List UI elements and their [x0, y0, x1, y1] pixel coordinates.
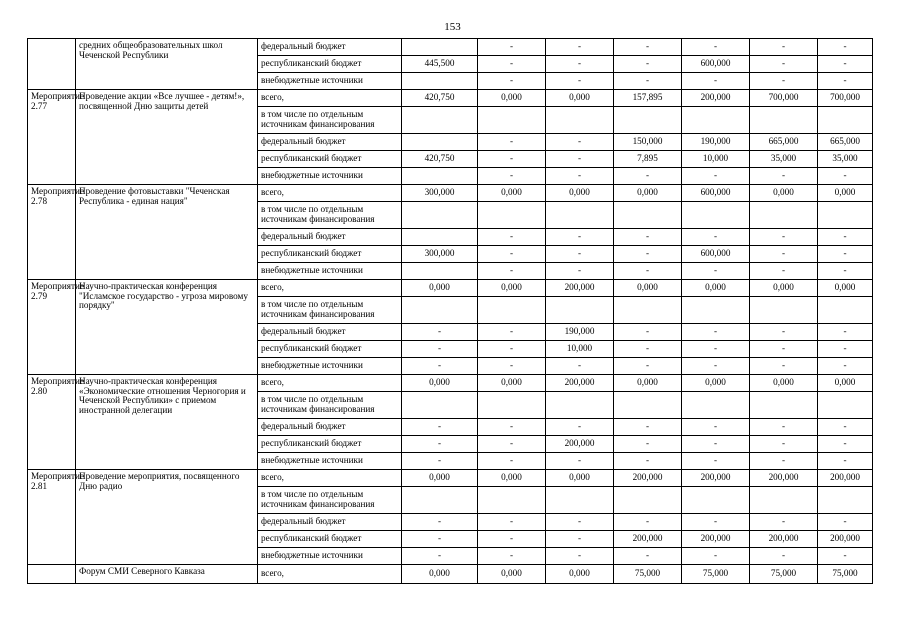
budget-value: 0,000 [546, 470, 614, 487]
budget-value: - [478, 246, 546, 263]
budget-value: - [478, 73, 546, 90]
budget-value: 665,000 [818, 134, 873, 151]
budget-value [682, 487, 750, 514]
budget-value: - [546, 73, 614, 90]
funding-source: в том числе по отдельным источникам финансирования [258, 487, 402, 514]
budget-value: - [546, 229, 614, 246]
budget-value: 200,000 [614, 470, 682, 487]
budget-value: 35,000 [818, 151, 873, 168]
budget-value: - [478, 263, 546, 280]
budget-value: 0,000 [546, 565, 614, 584]
funding-source: федеральный бюджет [258, 514, 402, 531]
budget-value: 200,000 [818, 531, 873, 548]
activity-code [28, 565, 76, 584]
funding-source: всего, [258, 280, 402, 297]
budget-value [818, 392, 873, 419]
budget-value: - [546, 134, 614, 151]
budget-value: 75,000 [682, 565, 750, 584]
budget-value: 0,000 [478, 185, 546, 202]
budget-value: - [614, 324, 682, 341]
budget-value [546, 392, 614, 419]
budget-value: - [614, 419, 682, 436]
budget-value: - [682, 324, 750, 341]
budget-value: - [818, 419, 873, 436]
budget-value: - [478, 453, 546, 470]
budget-value: - [402, 341, 478, 358]
budget-value: - [614, 56, 682, 73]
budget-value: - [682, 39, 750, 56]
activity-code: Мероприятие 2.79 [28, 280, 76, 375]
budget-value: - [682, 419, 750, 436]
activity-title: Форум СМИ Северного Кавказа [76, 565, 258, 584]
budget-value: - [614, 246, 682, 263]
budget-value: - [478, 229, 546, 246]
budget-value: - [402, 358, 478, 375]
budget-value: - [546, 531, 614, 548]
budget-value: 157,895 [614, 90, 682, 107]
budget-value [614, 297, 682, 324]
budget-value [402, 168, 478, 185]
budget-value: - [478, 514, 546, 531]
funding-source: всего, [258, 565, 402, 584]
activity-title: средних общеобразовательных школ Чеченской Республики [76, 39, 258, 90]
activity-code: Мероприятие 2.77 [28, 90, 76, 185]
budget-value: - [750, 229, 818, 246]
table-row [28, 280, 873, 297]
budget-value: - [478, 358, 546, 375]
funding-source: внебюджетные источники [258, 358, 402, 375]
budget-value: 0,000 [546, 90, 614, 107]
budget-value [478, 297, 546, 324]
budget-value: - [818, 453, 873, 470]
budget-value: 0,000 [402, 470, 478, 487]
budget-value: - [478, 531, 546, 548]
table-row [28, 375, 873, 392]
budget-value: - [546, 453, 614, 470]
budget-value [614, 487, 682, 514]
budget-value [546, 202, 614, 229]
budget-value [402, 297, 478, 324]
budget-value: 200,000 [546, 375, 614, 392]
budget-value [546, 297, 614, 324]
budget-value: 200,000 [682, 470, 750, 487]
budget-value: - [546, 168, 614, 185]
budget-value: 0,000 [546, 185, 614, 202]
activity-title: Проведение акции «Все лучшее - детям!», посвященной Дню защиты детей [76, 90, 258, 185]
table-row [28, 565, 873, 584]
budget-value: - [682, 341, 750, 358]
funding-source: в том числе по отдельным источникам финансирования [258, 297, 402, 324]
funding-source: республиканский бюджет [258, 246, 402, 263]
budget-value: - [750, 453, 818, 470]
funding-source: внебюджетные источники [258, 453, 402, 470]
budget-value: 0,000 [682, 375, 750, 392]
funding-source: внебюджетные источники [258, 263, 402, 280]
budget-value: 0,000 [818, 185, 873, 202]
budget-value: 0,000 [478, 470, 546, 487]
activity-title: Проведение мероприятия, посвященного Дню радио [76, 470, 258, 565]
budget-value: 0,000 [682, 280, 750, 297]
funding-source: федеральный бюджет [258, 419, 402, 436]
budget-value: 300,000 [402, 185, 478, 202]
budget-value: - [478, 134, 546, 151]
budget-value [614, 392, 682, 419]
budget-value: 75,000 [818, 565, 873, 584]
budget-value: - [750, 358, 818, 375]
budget-value: 700,000 [750, 90, 818, 107]
budget-value: - [614, 263, 682, 280]
funding-source: республиканский бюджет [258, 341, 402, 358]
budget-value: 0,000 [478, 375, 546, 392]
table-row [28, 185, 873, 202]
budget-value: 190,000 [546, 324, 614, 341]
budget-value: - [402, 514, 478, 531]
budget-value: 0,000 [614, 375, 682, 392]
budget-value: - [478, 419, 546, 436]
budget-value: - [614, 341, 682, 358]
budget-value: 0,000 [818, 280, 873, 297]
budget-value: - [750, 263, 818, 280]
budget-value: 0,000 [478, 90, 546, 107]
budget-value: 0,000 [402, 565, 478, 584]
funding-source: внебюджетные источники [258, 168, 402, 185]
budget-value: - [682, 453, 750, 470]
budget-value [402, 134, 478, 151]
budget-value: - [614, 514, 682, 531]
budget-value: 35,000 [750, 151, 818, 168]
activity-code: Мероприятие 2.81 [28, 470, 76, 565]
budget-value: 10,000 [682, 151, 750, 168]
activity-title: Научно-практическая конференция "Исламское государство - угроза мировому порядку" [76, 280, 258, 375]
budget-value: - [682, 514, 750, 531]
budget-value [818, 297, 873, 324]
budget-value [818, 487, 873, 514]
table-row [28, 90, 873, 107]
budget-value: 420,750 [402, 90, 478, 107]
activity-code [28, 39, 76, 90]
budget-value [402, 73, 478, 90]
funding-source: всего, [258, 375, 402, 392]
budget-value [682, 297, 750, 324]
budget-value [614, 107, 682, 134]
funding-source: федеральный бюджет [258, 229, 402, 246]
budget-value: - [546, 419, 614, 436]
budget-value: - [402, 419, 478, 436]
budget-value: 200,000 [546, 280, 614, 297]
budget-value [750, 487, 818, 514]
budget-value: 600,000 [682, 185, 750, 202]
budget-value: - [614, 436, 682, 453]
budget-value: 600,000 [682, 246, 750, 263]
budget-value: - [818, 229, 873, 246]
budget-value [546, 107, 614, 134]
budget-value: - [682, 358, 750, 375]
funding-source: в том числе по отдельным источникам финансирования [258, 107, 402, 134]
budget-value: - [818, 246, 873, 263]
budget-value: - [818, 56, 873, 73]
budget-value: - [818, 324, 873, 341]
budget-value: 0,000 [750, 280, 818, 297]
budget-value: 0,000 [478, 565, 546, 584]
budget-value [478, 392, 546, 419]
budget-value [614, 202, 682, 229]
budget-value: - [750, 73, 818, 90]
budget-value: 190,000 [682, 134, 750, 151]
budget-value: - [402, 324, 478, 341]
budget-value [402, 392, 478, 419]
budget-value: - [546, 514, 614, 531]
budget-value [478, 202, 546, 229]
budget-value [478, 107, 546, 134]
budget-value [402, 107, 478, 134]
budget-value [682, 107, 750, 134]
budget-value [750, 202, 818, 229]
budget-value: - [818, 514, 873, 531]
budget-value: 200,000 [818, 470, 873, 487]
funding-source: всего, [258, 90, 402, 107]
budget-value [682, 202, 750, 229]
budget-value: - [478, 341, 546, 358]
funding-source: в том числе по отдельным источникам финансирования [258, 202, 402, 229]
budget-value: 200,000 [750, 531, 818, 548]
budget-value: - [546, 358, 614, 375]
budget-value: - [682, 168, 750, 185]
budget-value [750, 392, 818, 419]
budget-value [682, 392, 750, 419]
funding-source: республиканский бюджет [258, 151, 402, 168]
budget-value: - [750, 39, 818, 56]
budget-value: - [682, 548, 750, 565]
budget-value [478, 487, 546, 514]
budget-value: - [614, 358, 682, 375]
budget-value: 200,000 [682, 531, 750, 548]
budget-value: 0,000 [750, 185, 818, 202]
budget-value: 200,000 [750, 470, 818, 487]
funding-source: республиканский бюджет [258, 56, 402, 73]
budget-value [546, 487, 614, 514]
table-row [28, 39, 873, 56]
budget-value: 200,000 [682, 90, 750, 107]
budget-value: - [546, 263, 614, 280]
activity-title: Научно-практическая конференция «Экономические отношения Черногория и Чеченской Республики» с приемом иностранной делегации [76, 375, 258, 470]
budget-value: - [614, 453, 682, 470]
budget-value: - [750, 168, 818, 185]
budget-value: - [478, 324, 546, 341]
budget-value: - [478, 151, 546, 168]
budget-value: 600,000 [682, 56, 750, 73]
budget-value: - [818, 358, 873, 375]
budget-value: - [478, 436, 546, 453]
budget-value: - [614, 39, 682, 56]
budget-value: - [750, 419, 818, 436]
budget-value: - [682, 229, 750, 246]
budget-value: - [750, 56, 818, 73]
budget-value: 665,000 [750, 134, 818, 151]
table-row [28, 470, 873, 487]
budget-value: 0,000 [614, 185, 682, 202]
budget-value: 700,000 [818, 90, 873, 107]
funding-source: республиканский бюджет [258, 531, 402, 548]
budget-value: - [750, 514, 818, 531]
budget-value: 0,000 [818, 375, 873, 392]
activity-code: Мероприятие 2.80 [28, 375, 76, 470]
funding-source: в том числе по отдельным источникам финансирования [258, 392, 402, 419]
budget-value [750, 297, 818, 324]
budget-value: - [546, 548, 614, 565]
budget-value: 150,000 [614, 134, 682, 151]
budget-value: 0,000 [614, 280, 682, 297]
budget-value: 420,750 [402, 151, 478, 168]
budget-value: - [614, 229, 682, 246]
budget-value: - [818, 73, 873, 90]
budget-value: 75,000 [614, 565, 682, 584]
budget-value: 300,000 [402, 246, 478, 263]
budget-table [27, 38, 873, 584]
budget-value: - [818, 436, 873, 453]
budget-value: - [818, 168, 873, 185]
budget-value: - [818, 39, 873, 56]
budget-value: 0,000 [402, 280, 478, 297]
budget-value: - [818, 341, 873, 358]
budget-value: - [402, 453, 478, 470]
funding-source: федеральный бюджет [258, 39, 402, 56]
budget-value: 200,000 [546, 436, 614, 453]
funding-source: федеральный бюджет [258, 324, 402, 341]
budget-value [402, 263, 478, 280]
budget-value: - [402, 531, 478, 548]
budget-value: 7,895 [614, 151, 682, 168]
budget-value: 0,000 [402, 375, 478, 392]
budget-value: - [546, 56, 614, 73]
budget-value [402, 487, 478, 514]
budget-value: 10,000 [546, 341, 614, 358]
budget-value: - [478, 168, 546, 185]
budget-value: - [614, 168, 682, 185]
budget-value: - [818, 548, 873, 565]
activity-code: Мероприятие 2.78 [28, 185, 76, 280]
budget-value: - [614, 73, 682, 90]
budget-value: 0,000 [478, 280, 546, 297]
budget-value: - [546, 151, 614, 168]
funding-source: федеральный бюджет [258, 134, 402, 151]
page-number: 153 [444, 21, 461, 33]
budget-value: 0,000 [750, 375, 818, 392]
budget-value: - [478, 548, 546, 565]
funding-source: всего, [258, 185, 402, 202]
budget-value [402, 229, 478, 246]
budget-value: 75,000 [750, 565, 818, 584]
budget-value: 200,000 [614, 531, 682, 548]
budget-value: - [478, 56, 546, 73]
budget-value: - [682, 436, 750, 453]
budget-value: - [682, 263, 750, 280]
budget-value [402, 202, 478, 229]
budget-value: - [750, 246, 818, 263]
budget-value: - [682, 73, 750, 90]
budget-value: 445,500 [402, 56, 478, 73]
funding-source: внебюджетные источники [258, 548, 402, 565]
budget-value: - [818, 263, 873, 280]
budget-value: - [750, 324, 818, 341]
funding-source: всего, [258, 470, 402, 487]
budget-value: - [546, 246, 614, 263]
budget-value [818, 107, 873, 134]
budget-value: - [750, 436, 818, 453]
activity-title: Проведение фотовыставки "Чеченская Республика - единая нация" [76, 185, 258, 280]
funding-source: республиканский бюджет [258, 436, 402, 453]
funding-source: внебюджетные источники [258, 73, 402, 90]
budget-value [750, 107, 818, 134]
budget-value [818, 202, 873, 229]
budget-value: - [750, 341, 818, 358]
budget-value [402, 39, 478, 56]
budget-value: - [402, 436, 478, 453]
budget-value: - [750, 548, 818, 565]
budget-value: - [402, 548, 478, 565]
budget-value: - [614, 548, 682, 565]
budget-value: - [546, 39, 614, 56]
budget-value: - [478, 39, 546, 56]
